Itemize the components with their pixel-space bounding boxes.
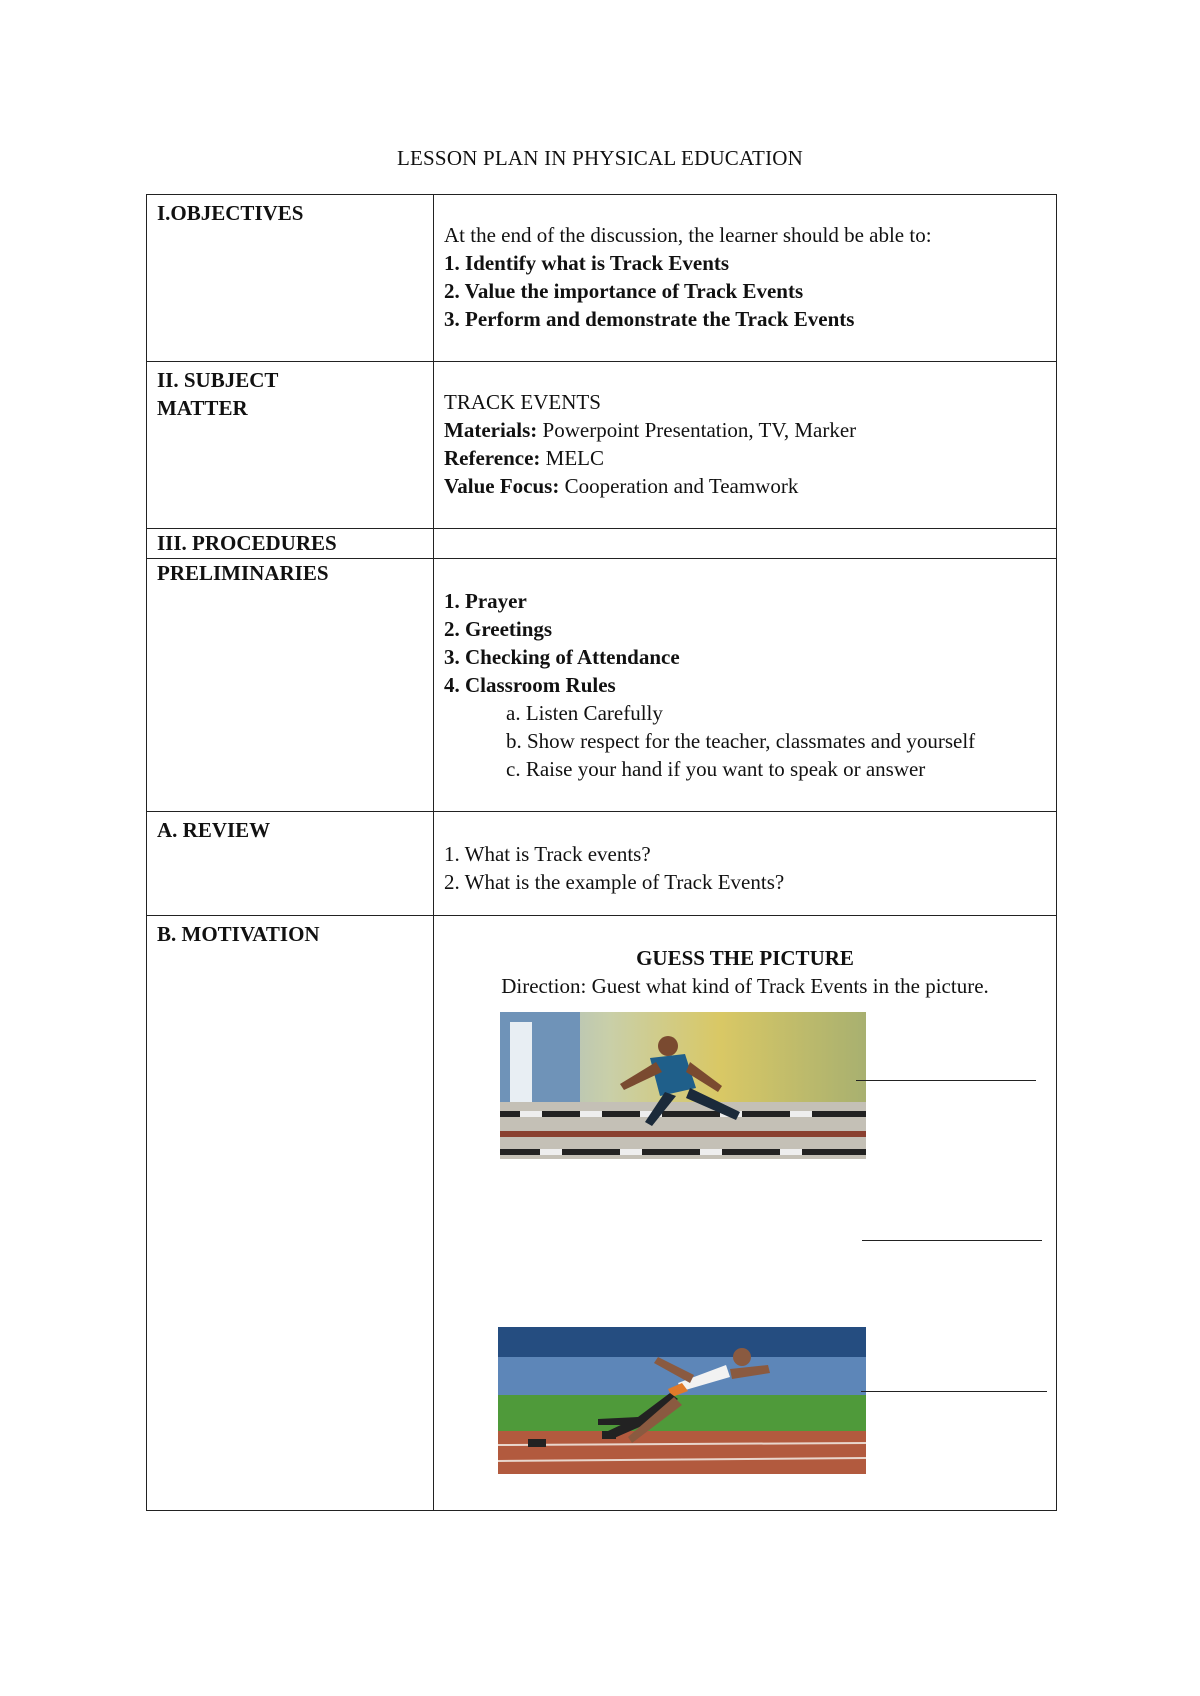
preliminary-item: 1. Prayer <box>444 589 527 613</box>
objectives-heading <box>147 195 434 362</box>
procedures-heading <box>147 529 434 559</box>
objectives-content <box>434 195 1057 362</box>
subject-matter-content <box>434 362 1057 529</box>
preliminaries-heading-text: PRELIMINARIES <box>157 561 329 585</box>
classroom-rule: c. Raise your hand if you want to speak or answer <box>506 757 926 781</box>
preliminary-item: 3. Checking of Attendance <box>444 645 680 669</box>
subject-matter-heading-line1: II. SUBJECT <box>157 368 279 392</box>
review-heading <box>147 812 434 916</box>
motivation-content <box>434 916 1057 1511</box>
classroom-rule: b. Show respect for the teacher, classmates and yourself <box>506 729 976 753</box>
lesson-plan-table <box>146 194 1057 1511</box>
activity-direction: Direction: Guest what kind of Track Events in the picture. <box>501 974 989 998</box>
objective-item: 1. Identify what is Track Events <box>444 251 730 275</box>
materials-label: Materials: <box>444 418 538 442</box>
preliminary-item: 4. Classroom Rules <box>444 673 616 697</box>
objectives-row <box>147 195 1057 362</box>
value-focus-value: Cooperation and Teamwork <box>559 474 799 498</box>
classroom-rule: a. Listen Carefully <box>506 701 663 725</box>
reference-value: MELC <box>540 446 604 470</box>
hurdles-photo <box>500 1012 866 1159</box>
review-row <box>147 812 1057 916</box>
preliminaries-content <box>434 559 1057 812</box>
answer-blank-3[interactable] <box>861 1391 1047 1392</box>
subject-matter-heading <box>147 362 434 529</box>
activity-title: GUESS THE PICTURE <box>636 946 854 970</box>
objectives-heading-text: I.OBJECTIVES <box>157 201 304 225</box>
subject-topic: TRACK EVENTS <box>444 390 601 414</box>
value-focus-line <box>444 472 1046 500</box>
objective-item: 2. Value the importance of Track Events <box>444 279 804 303</box>
motivation-row <box>147 916 1057 1511</box>
motivation-heading <box>147 916 434 1511</box>
review-content <box>434 812 1057 916</box>
picture-area <box>444 1000 1046 1510</box>
subject-matter-row <box>147 362 1057 529</box>
sprint-start-photo <box>498 1327 866 1474</box>
answer-blank-1[interactable] <box>856 1080 1036 1081</box>
materials-value: Powerpoint Presentation, TV, Marker <box>537 418 857 442</box>
preliminaries-row <box>147 559 1057 812</box>
procedures-row <box>147 529 1057 559</box>
review-heading-text: A. REVIEW <box>157 818 271 842</box>
reference-line <box>444 444 1046 472</box>
answer-blank-2[interactable] <box>862 1240 1042 1241</box>
review-question: 2. What is the example of Track Events? <box>444 870 785 894</box>
materials-line <box>444 416 1046 444</box>
review-question: 1. What is Track events? <box>444 842 651 866</box>
objective-item: 3. Perform and demonstrate the Track Events <box>444 307 855 331</box>
motivation-heading-text: B. MOTIVATION <box>157 922 320 946</box>
value-focus-label: Value Focus: <box>444 474 560 498</box>
procedures-empty-cell <box>434 529 1057 559</box>
objectives-intro: At the end of the discussion, the learner should be able to: <box>444 223 932 247</box>
preliminary-item: 2. Greetings <box>444 617 553 641</box>
reference-label: Reference: <box>444 446 541 470</box>
document-title: LESSON PLAN IN PHYSICAL EDUCATION <box>397 146 803 170</box>
procedures-heading-text: III. PROCEDURES <box>157 531 337 555</box>
preliminaries-heading <box>147 559 434 812</box>
subject-matter-heading-line2: MATTER <box>157 396 248 420</box>
